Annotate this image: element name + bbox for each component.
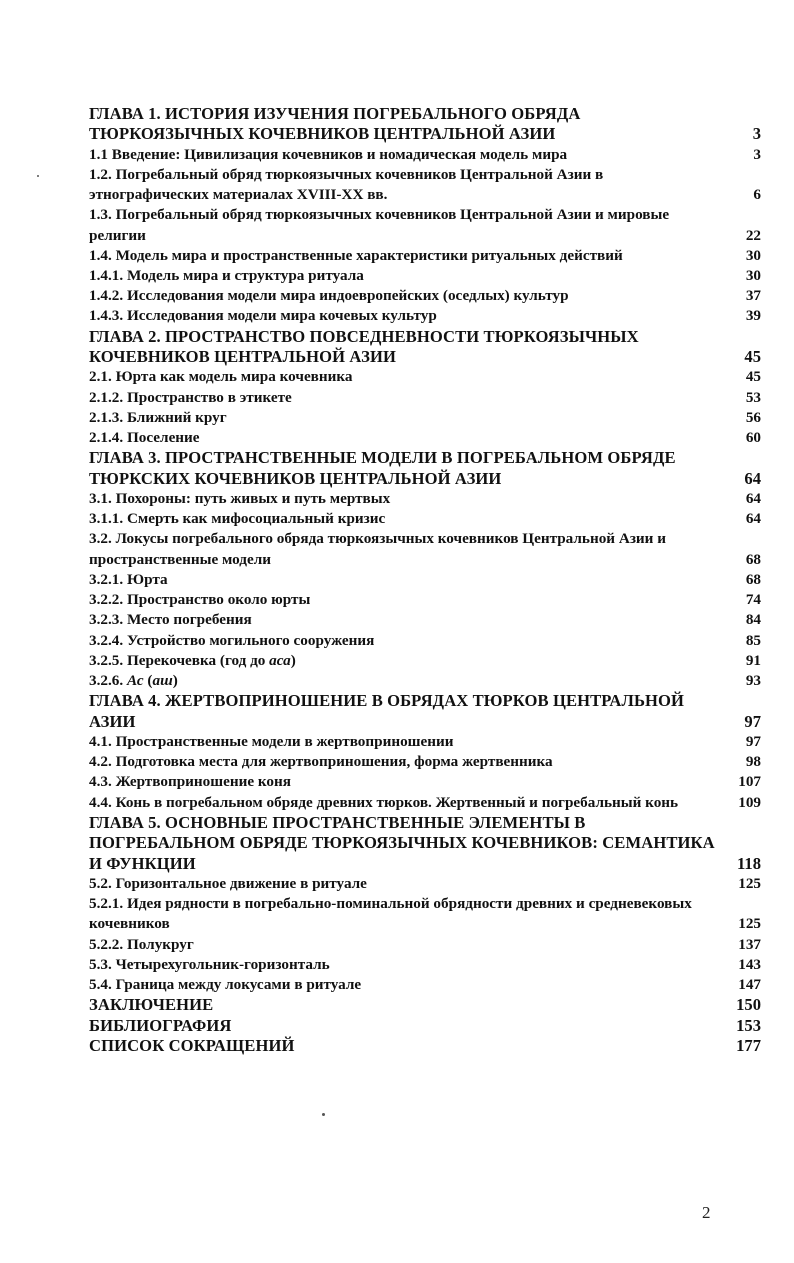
- toc-chapter-entry: [89, 813, 761, 874]
- toc-entry-page: 56: [745, 408, 761, 426]
- toc-entry-page: 68: [745, 550, 761, 568]
- toc-entry-page: 137: [738, 935, 761, 953]
- toc-entry-page: 125: [738, 915, 761, 933]
- scan-speck: [37, 175, 39, 177]
- toc-chapter-entry: [89, 448, 761, 489]
- table-of-contents: [89, 104, 761, 1056]
- toc-section-entry: [89, 793, 761, 813]
- toc-entry-title: ГЛАВА 5. ОСНОВНЫЕ ПРОСТРАНСТВЕННЫЕ ЭЛЕМЕНТЫ В ПОГРЕБАЛЬНОМ ОБРЯДЕ ТЮРКОЯЗЫЧНЫХ КОЧЕВНИКОВ: СЕМАНТИКА И ФУНКЦИИ: [89, 812, 715, 873]
- toc-entry-page: 125: [738, 874, 761, 892]
- toc-section-entry: [89, 874, 761, 894]
- toc-entry-page: 147: [738, 975, 761, 993]
- toc-entry-title: 4.4. Конь в погребальном обряде древних тюрков. Жертвенный и погребальный конь: [89, 793, 679, 811]
- toc-entry-page: 3: [753, 145, 761, 163]
- toc-chapter-entry: [89, 104, 761, 145]
- toc-entry-title: 2.1.4. Поселение: [89, 429, 200, 447]
- toc-section-entry: [89, 732, 761, 752]
- toc-section-entry: [89, 752, 761, 772]
- scan-speck: [322, 1113, 325, 1116]
- toc-entry-page: 91: [745, 651, 761, 669]
- toc-entry-page: 6: [753, 186, 761, 204]
- toc-entry-title: ЗАКЛЮЧЕНИЕ: [89, 995, 214, 1015]
- toc-entry-title: 3.2.2. Пространство около юрты: [89, 591, 311, 609]
- toc-chapter-entry: [89, 995, 761, 1015]
- italic-term: аш: [152, 671, 173, 689]
- toc-entry-page: 22: [745, 226, 761, 244]
- toc-entry-page: 68: [745, 570, 761, 588]
- toc-entry-title: 2.1.3. Ближний круг: [89, 408, 227, 426]
- toc-entry-title: 3.2.3. Место погребения: [89, 611, 252, 629]
- toc-section-entry: [89, 367, 761, 387]
- toc-section-entry: [89, 509, 761, 529]
- italic-term: Ас: [126, 671, 144, 689]
- toc-entry-title: 3.2.4. Устройство могильного сооружения: [89, 631, 375, 649]
- toc-section-entry: [89, 266, 761, 286]
- toc-entry-page: 45: [745, 368, 761, 386]
- toc-entry-page: 60: [745, 429, 761, 447]
- toc-entry-page: 30: [745, 246, 761, 264]
- toc-entry-title: ГЛАВА 1. ИСТОРИЯ ИЗУЧЕНИЯ ПОГРЕБАЛЬНОГО ОБРЯДА ТЮРКОЯЗЫЧНЫХ КОЧЕВНИКОВ ЦЕНТРАЛЬНОЙ АЗИИ: [89, 104, 581, 144]
- toc-entry-title: 4.2. Подготовка места для жертвоприношения, форма жертвенника: [89, 753, 553, 771]
- toc-section-entry: [89, 165, 761, 205]
- toc-section-entry: [89, 246, 761, 266]
- toc-section-entry: [89, 306, 761, 326]
- toc-entry-title: 1.2. Погребальный обряд тюркоязычных кочевников Центральной Азии в этнографических материалах XVIII-XX вв.: [89, 166, 604, 204]
- toc-entry-page: 97: [744, 711, 761, 731]
- toc-entry-page: 177: [736, 1035, 761, 1055]
- toc-section-entry: [89, 772, 761, 792]
- toc-entry-title: 5.4. Граница между локусами в ритуале: [89, 975, 362, 993]
- toc-entry-title: 3.2.5. Перекочевка (год до аса): [89, 651, 296, 669]
- toc-section-entry: [89, 408, 761, 428]
- toc-entry-title: 1.1 Введение: Цивилизация кочевников и номадическая модель мира: [89, 145, 568, 163]
- toc-entry-page: 39: [745, 307, 761, 325]
- toc-section-entry: [89, 489, 761, 509]
- toc-section-entry: [89, 975, 761, 995]
- toc-entry-page: 153: [736, 1015, 761, 1035]
- toc-entry-title: 5.2. Горизонтальное движение в ритуале: [89, 874, 367, 892]
- toc-entry-page: 118: [737, 853, 761, 873]
- toc-entry-page: 3: [752, 124, 761, 144]
- toc-entry-page: 30: [745, 267, 761, 285]
- toc-entry-title: СПИСОК СОКРАЩЕНИЙ: [89, 1035, 295, 1055]
- toc-entry-title: 1.3. Погребальный обряд тюркоязычных кочевников Центральной Азии и мировые религии: [89, 206, 670, 244]
- toc-section-entry: [89, 570, 761, 590]
- toc-chapter-entry: [89, 1036, 761, 1056]
- toc-entry-page: 150: [736, 995, 761, 1015]
- toc-section-entry: [89, 388, 761, 408]
- toc-entry-page: 97: [745, 732, 761, 750]
- toc-section-entry: [89, 286, 761, 306]
- toc-section-entry: [89, 529, 761, 569]
- toc-chapter-entry: [89, 327, 761, 368]
- toc-entry-title: 4.1. Пространственные модели в жертвоприношении: [89, 732, 454, 750]
- toc-entry-title: 5.2.2. Полукруг: [89, 935, 194, 953]
- toc-entry-title: ГЛАВА 3. ПРОСТРАНСТВЕННЫЕ МОДЕЛИ В ПОГРЕБАЛЬНОМ ОБРЯДЕ ТЮРКСКИХ КОЧЕВНИКОВ ЦЕНТРАЛЬНОЙ АЗИИ: [89, 448, 676, 488]
- toc-section-entry: [89, 955, 761, 975]
- toc-entry-page: 64: [745, 490, 761, 508]
- toc-entry-page: 107: [738, 773, 761, 791]
- toc-entry-title: 2.1.2. Пространство в этикете: [89, 388, 292, 406]
- toc-entry-title: 1.4.3. Исследования модели мира кочевых культур: [89, 307, 437, 325]
- toc-entry-page: 74: [745, 591, 761, 609]
- toc-entry-title: 3.1. Похороны: путь живых и путь мертвых: [89, 490, 391, 508]
- toc-section-entry: [89, 145, 761, 165]
- toc-entry-page: 37: [745, 287, 761, 305]
- italic-term: аса: [269, 651, 291, 669]
- toc-entry-title: 5.2.1. Идея рядности в погребально-поминальной обрядности древних и средневековых кочевников: [89, 895, 692, 933]
- toc-entry-page: 64: [745, 510, 761, 528]
- toc-entry-title: 3.2.1. Юрта: [89, 570, 168, 588]
- toc-entry-title: 1.4. Модель мира и пространственные характеристики ритуальных действий: [89, 246, 623, 264]
- toc-entry-title: 5.3. Четырехугольник-горизонталь: [89, 955, 330, 973]
- toc-entry-title: ГЛАВА 4. ЖЕРТВОПРИНОШЕНИЕ В ОБРЯДАХ ТЮРКОВ ЦЕНТРАЛЬНОЙ АЗИИ: [89, 691, 685, 731]
- toc-entry-page: 93: [745, 671, 761, 689]
- toc-entry-title: 1.4.1. Модель мира и структура ритуала: [89, 267, 364, 285]
- toc-entry-title: 2.1. Юрта как модель мира кочевника: [89, 368, 353, 386]
- toc-entry-page: 45: [744, 347, 761, 367]
- toc-entry-title: 1.4.2. Исследования модели мира индоевропейских (оседлых) культур: [89, 287, 569, 305]
- toc-section-entry: [89, 651, 761, 671]
- toc-entry-page: 53: [745, 388, 761, 406]
- toc-section-entry: [89, 671, 761, 691]
- toc-section-entry: [89, 610, 761, 630]
- toc-entry-page: 98: [745, 753, 761, 771]
- toc-section-entry: [89, 590, 761, 610]
- toc-entry-page: 85: [745, 631, 761, 649]
- toc-chapter-entry: [89, 691, 761, 732]
- toc-entry-page: 109: [738, 793, 761, 811]
- toc-entry-title: ГЛАВА 2. ПРОСТРАНСТВО ПОВСЕДНЕВНОСТИ ТЮРКОЯЗЫЧНЫХ КОЧЕВНИКОВ ЦЕНТРАЛЬНОЙ АЗИИ: [89, 326, 639, 367]
- toc-entry-title: 3.2. Локусы погребального обряда тюркоязычных кочевников Центральной Азии и пространственные модели: [89, 530, 666, 568]
- toc-entry-page: 143: [738, 955, 761, 973]
- toc-chapter-entry: [89, 1016, 761, 1036]
- page-number: 2: [702, 1203, 711, 1222]
- toc-section-entry: [89, 631, 761, 651]
- toc-section-entry: [89, 428, 761, 448]
- toc-section-entry: [89, 205, 761, 245]
- toc-section-entry: [89, 935, 761, 955]
- toc-entry-page: 64: [744, 468, 761, 488]
- toc-entry-page: 84: [745, 611, 761, 629]
- toc-section-entry: [89, 894, 761, 934]
- toc-entry-title: 4.3. Жертвоприношение коня: [89, 773, 291, 791]
- toc-entry-title: БИБЛИОГРАФИЯ: [89, 1015, 232, 1035]
- toc-entry-title: 3.2.6. Ас (аш): [89, 671, 178, 689]
- toc-entry-title: 3.1.1. Смерть как мифосоциальный кризис: [89, 510, 386, 528]
